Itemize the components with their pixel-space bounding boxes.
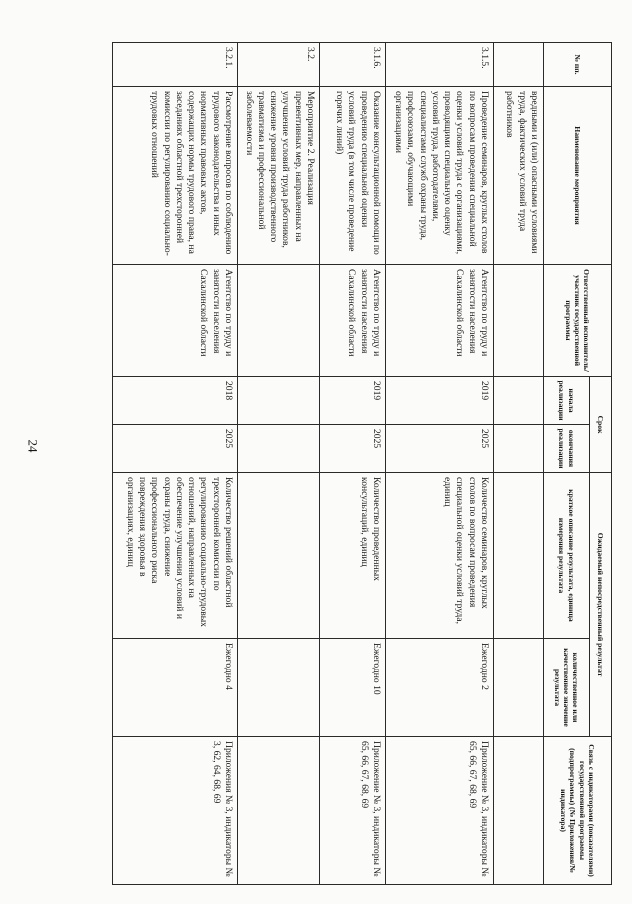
row-executor xyxy=(494,265,544,377)
row-event: вредными и (или) опасными условиями труда, фактических условий труда работников xyxy=(494,87,544,265)
header-event: Наименование мероприятия xyxy=(544,87,612,265)
row-number xyxy=(494,43,544,87)
table-row xyxy=(238,43,320,885)
row-executor: Агентство по труду и занятости населения Сахалинской области xyxy=(113,265,238,377)
header-executor: Ответственный исполнитель/участник государственной программы xyxy=(544,265,612,377)
row-qty: Ежегодно 2 xyxy=(386,639,494,737)
row-end xyxy=(494,425,544,473)
measures-table xyxy=(112,42,612,885)
rotated-table-container xyxy=(112,42,612,884)
row-number: 3.2.1. xyxy=(113,43,238,87)
row-end: 2025 xyxy=(113,425,238,473)
row-desc xyxy=(494,473,544,639)
row-start: 2019 xyxy=(386,377,494,425)
row-desc xyxy=(238,473,320,639)
table-row xyxy=(113,43,238,885)
row-event: Мероприятие 2. Реализация превентивных мер, направленных на улучшение условий труда работников, снижение уровня производственного травматизма и профессиональной заболеваемости xyxy=(238,87,320,265)
header-end: окончания реализации xyxy=(544,425,590,473)
row-link: Приложения № 3, индикаторы № 3, 62, 64, 68, 69 xyxy=(113,737,238,885)
row-link: Приложение № 3, индикаторы № 65, 66, 67, 68, 69 xyxy=(386,737,494,885)
row-qty: Ежегодно 4 xyxy=(113,639,238,737)
row-end: 2025 xyxy=(386,425,494,473)
table-row xyxy=(494,43,544,885)
row-qty: Ежегодно 10 xyxy=(320,639,386,737)
table-row xyxy=(320,43,386,885)
row-number: 3.1.6. xyxy=(320,43,386,87)
row-desc: Количество проведенных консультаций, единиц xyxy=(320,473,386,639)
table-row xyxy=(386,43,494,885)
row-start xyxy=(494,377,544,425)
row-executor: Агентство по труду и занятости населения Сахалинской области xyxy=(386,265,494,377)
row-start xyxy=(238,377,320,425)
header-link: Связь с индикаторами (показателями) государственной программы (подпрограммы) (№ Приложения/№ индикатора) xyxy=(544,737,612,885)
row-event: Рассмотрение вопросов по соблюдению трудового законодательства и иных нормативных правовых актов, содержащих нормы трудового права, на заседаниях областной трехсторонней комиссии по регулированию социально-трудовых отношений xyxy=(113,87,238,265)
header-term: Срок xyxy=(590,377,612,473)
header-desc: краткое описание результата, единица измерения результата xyxy=(544,473,590,639)
page-number: 24 xyxy=(25,439,41,453)
row-executor xyxy=(238,265,320,377)
row-end xyxy=(238,425,320,473)
row-qty xyxy=(494,639,544,737)
header-no: № пп. xyxy=(544,43,612,87)
header-qty: количественное или качественное значение результата xyxy=(544,639,590,737)
row-event: Проведение семинаров, круглых столов по вопросам проведения специальной оценки условий труда с организациями, проводящими специальную оценку условий труда, работодателями, специалистами служб охраны труда, профсоюзами, обучающими организациями xyxy=(386,87,494,265)
row-link xyxy=(238,737,320,885)
row-number: 3.1.5. xyxy=(386,43,494,87)
row-end: 2025 xyxy=(320,425,386,473)
row-qty xyxy=(238,639,320,737)
row-start: 2019 xyxy=(320,377,386,425)
row-event: Оказание консультационной помощи по проведению специальной оценки условий труда (в том числе проведение горячих линий) xyxy=(320,87,386,265)
row-desc: Количество семинаров, круглых столов по вопросам проведения специальной оценки условий труда, единиц xyxy=(386,473,494,639)
header-start: начала реализации xyxy=(544,377,590,425)
header-expected: Ожидаемый непосредственный результат xyxy=(590,473,612,737)
row-number: 3.2. xyxy=(238,43,320,87)
row-start: 2018 xyxy=(113,377,238,425)
row-link xyxy=(494,737,544,885)
row-executor: Агентство по труду и занятости населения Сахалинской области xyxy=(320,265,386,377)
row-desc: Количество решений областной трехсторонней комиссии по регулированию социально-трудовых отношений, направленных на обеспечение улучшения условий и охраны труда, снижение профессионального риска повреждения здоровья в организациях, единиц xyxy=(113,473,238,639)
row-link: Приложение № 3, индикаторы № 65, 66, 67, 68, 69 xyxy=(320,737,386,885)
